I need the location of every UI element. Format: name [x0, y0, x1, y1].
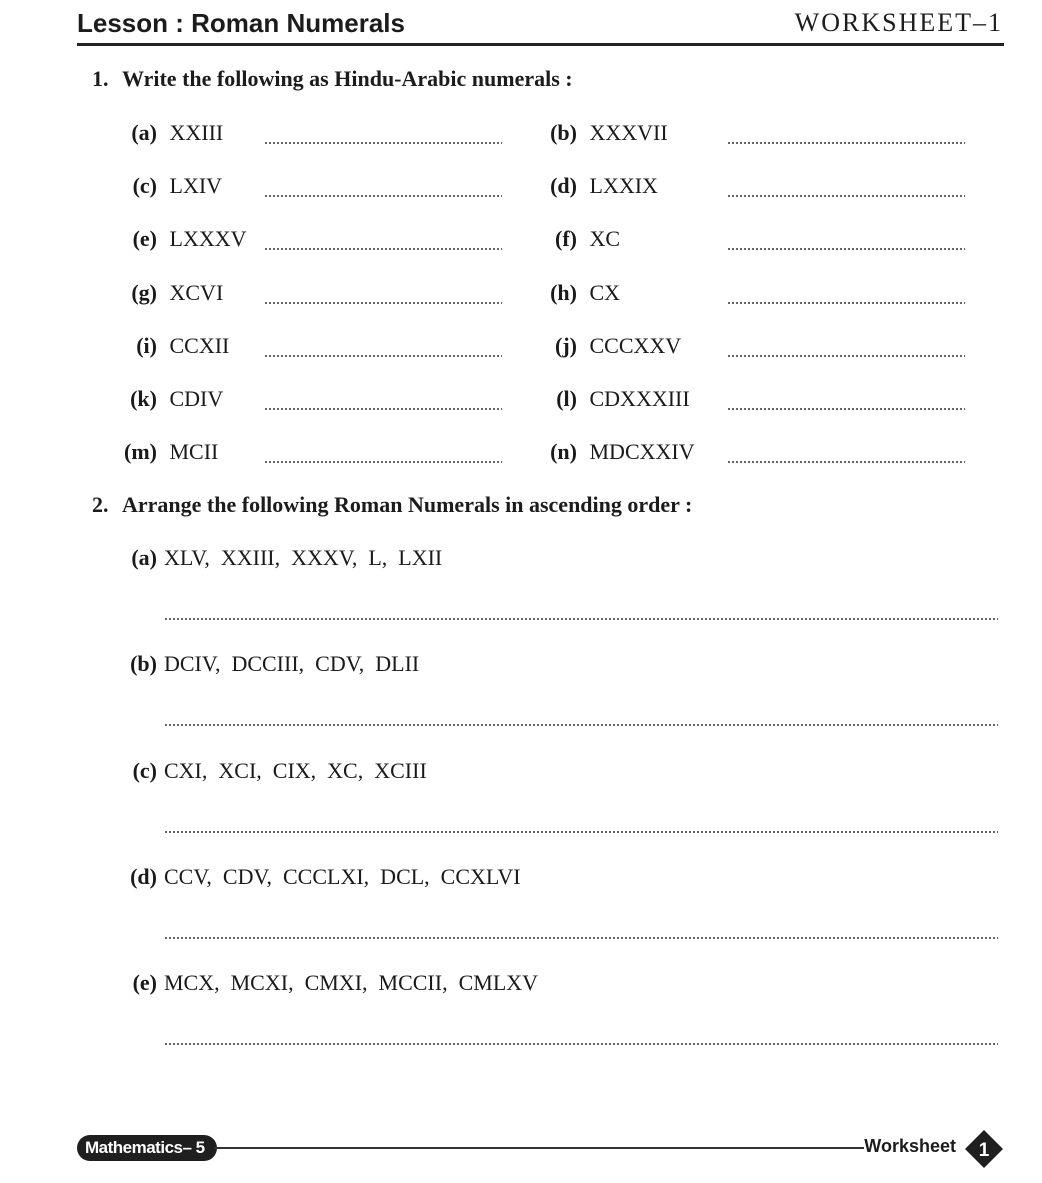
- q2-item-numerals: CCV, CDV, CCCLXI, DCL, CCXLVI: [164, 864, 521, 889]
- q1-item: [535, 226, 620, 252]
- page-number-badge: [964, 1129, 1004, 1169]
- q1-item-numeral: LXXXV: [169, 226, 247, 251]
- q1-item-label: (g): [131, 280, 157, 305]
- answer-blank[interactable]: [264, 408, 502, 410]
- question-1-text: Write the following as Hindu-Arabic numerals :: [122, 66, 573, 91]
- page-header: [77, 6, 1003, 46]
- question-1-number: 1.: [92, 66, 109, 91]
- q1-item-label: (h): [550, 280, 577, 305]
- q2-item-label: (a): [131, 545, 157, 570]
- q1-item-label: (i): [136, 333, 157, 358]
- q1-item: [535, 386, 690, 412]
- answer-blank[interactable]: [264, 142, 502, 144]
- answer-blank[interactable]: [727, 195, 965, 197]
- question-1-heading: [92, 66, 573, 92]
- footer-divider: [214, 1147, 864, 1149]
- q1-item-label: (m): [124, 439, 157, 464]
- q2-item-numerals: XLV, XXIII, XXXV, L, LXII: [164, 545, 443, 570]
- q1-item: [115, 226, 247, 252]
- q1-item-numeral: LXIV: [169, 173, 223, 198]
- q2-item: [115, 651, 419, 677]
- q1-item-numeral: MDCXXIV: [589, 439, 695, 464]
- q2-item-numerals: DCIV, DCCIII, CDV, DLII: [164, 651, 420, 676]
- answer-blank[interactable]: [727, 355, 965, 357]
- q1-item: [115, 280, 223, 306]
- q1-item: [535, 120, 668, 146]
- answer-blank[interactable]: [264, 302, 502, 304]
- subject-badge: Mathematics– 5: [77, 1135, 217, 1161]
- footer-label: Worksheet: [864, 1136, 956, 1156]
- q1-item-numeral: MCII: [169, 439, 219, 464]
- q2-item-numerals: CXI, XCI, CIX, XC, XCIII: [164, 758, 427, 783]
- q2-item: [115, 545, 442, 571]
- answer-blank[interactable]: [727, 142, 965, 144]
- q1-item-label: (d): [550, 173, 577, 198]
- answer-blank[interactable]: [164, 831, 998, 833]
- question-2-number: 2.: [92, 492, 109, 517]
- answer-blank[interactable]: [164, 1043, 998, 1045]
- worksheet-title: WORKSHEET–1: [794, 8, 1003, 37]
- q1-item-label: (e): [132, 226, 157, 251]
- q1-item-label: (f): [555, 226, 577, 251]
- answer-blank[interactable]: [727, 302, 965, 304]
- q1-item: [115, 120, 223, 146]
- answer-blank[interactable]: [264, 248, 502, 250]
- q1-item: [115, 173, 222, 199]
- q1-item-numeral: XXIII: [169, 120, 224, 145]
- q2-item-label: (e): [132, 970, 157, 995]
- q1-item-label: (b): [550, 120, 577, 145]
- q2-item-label: (c): [132, 758, 157, 783]
- q1-item-label: (n): [550, 439, 577, 464]
- q1-item-label: (j): [555, 333, 577, 358]
- q1-item: [535, 333, 681, 359]
- header-divider: [77, 43, 1004, 46]
- page-footer: [77, 1132, 1004, 1164]
- page-number: 1: [978, 1140, 990, 1161]
- q2-item: [115, 758, 427, 784]
- answer-blank[interactable]: [727, 408, 965, 410]
- q1-item-label: (k): [130, 386, 157, 411]
- q1-item: [535, 280, 620, 306]
- question-2-heading: [92, 492, 692, 518]
- q1-item-label: (l): [556, 386, 577, 411]
- answer-blank[interactable]: [264, 461, 502, 463]
- answer-blank[interactable]: [164, 937, 998, 939]
- q2-item-label: (b): [130, 651, 157, 676]
- q1-item: [535, 439, 695, 465]
- q1-item-numeral: LXXIX: [589, 173, 658, 198]
- question-2-text: Arrange the following Roman Numerals in ascending order :: [122, 492, 693, 517]
- q1-item-label: (a): [131, 120, 157, 145]
- q2-item: [115, 970, 538, 996]
- q1-item-label: (c): [132, 173, 157, 198]
- q1-item: [535, 173, 658, 199]
- answer-blank[interactable]: [164, 724, 998, 726]
- q1-item: [115, 386, 223, 412]
- lesson-title: Lesson : Roman Numerals: [77, 8, 405, 38]
- answer-blank[interactable]: [264, 195, 502, 197]
- answer-blank[interactable]: [264, 355, 502, 357]
- q2-item-label: (d): [130, 864, 157, 889]
- q1-item-numeral: CX: [589, 280, 621, 305]
- q1-item-numeral: CDIV: [169, 386, 224, 411]
- q1-item: [115, 333, 229, 359]
- q1-item-numeral: CCCXXV: [589, 333, 682, 358]
- q1-item-numeral: CCXII: [169, 333, 230, 358]
- answer-blank[interactable]: [727, 248, 965, 250]
- q1-item-numeral: CDXXXIII: [589, 386, 690, 411]
- q2-item-numerals: MCX, MCXI, CMXI, MCCII, CMLXV: [164, 970, 539, 995]
- q1-item-numeral: XCVI: [169, 280, 224, 305]
- answer-blank[interactable]: [727, 461, 965, 463]
- answer-blank[interactable]: [164, 618, 998, 620]
- q2-item: [115, 864, 521, 890]
- q1-item-numeral: XC: [589, 226, 621, 251]
- q1-item-numeral: XXXVII: [589, 120, 668, 145]
- q1-item: [115, 439, 218, 465]
